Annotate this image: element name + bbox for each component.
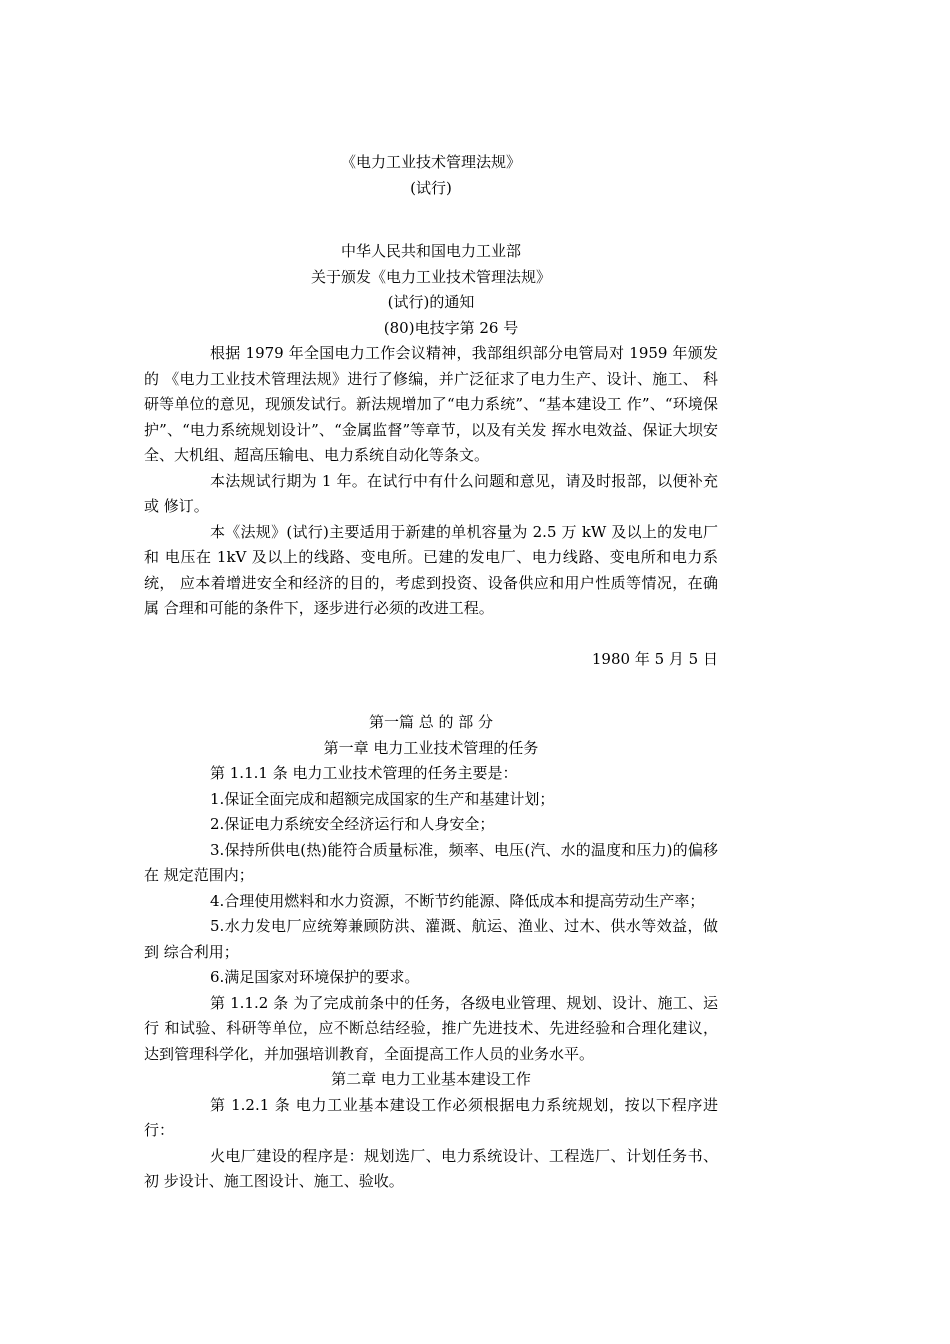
intro-paragraph: 本《法规》(试行)主要适用于新建的单机容量为 2.5 万 kW 及以上的发电厂和 电压在 1kV 及以上的线路、变电所。已建的发电厂、电力线路、变电所和电力系统， 应本着增进安全和经济的目的，考虑到投资、设备供应和用户性质等情况，在确属 合理和可能的条件下，逐步进行必须的改进工程。 — [144, 522, 718, 617]
article-1-2-1: 第 1.2.1 条 电力工业基本建设工作必须根据电力系统规划，按以下程序进行： — [144, 1095, 718, 1139]
doc-title-sub: (试行) — [410, 178, 452, 197]
article-1-1-1: 第 1.1.1 条 电力工业技术管理的任务主要是： — [210, 764, 518, 782]
task-item: 6.满足国家对环境保护的要求。 — [210, 968, 420, 986]
notice-subject-cont: (试行)的通知 — [387, 293, 475, 311]
task-item: 3.保持所供电(热)能符合质量标准，频率、电压(汽、水的温度和压力)的偏移在 规定范围内； — [144, 840, 718, 884]
task-item: 5.水力发电厂应统筹兼顾防洪、灌溉、航运、渔业、过木、供水等效益，做到 综合利用； — [144, 917, 718, 961]
task-item: 2.保证电力系统安全经济运行和人身安全； — [210, 815, 495, 833]
intro-paragraph: 根据 1979 年全国电力工作会议精神，我部组织部分电管局对 1959 年颁发的 《电力工业技术管理法规》进行了修编，并广泛征求了电力生产、设计、施工、 科研等单位的意见，现颁发试行。新法规增加了“电力系统”、“基本建设工 作”、“环境保护”、“电力系统规划设计”、“金属监督”等章节，以及有关发 挥水电效益、保证大坝安全、大机组、超高压输电、电力系统自动化等条文。 — [144, 344, 718, 464]
notice-doc-number: (80)电技字第 26 号 — [383, 318, 519, 337]
document-page — [144, 150, 718, 1195]
chapter-title: 第二章 电力工业基本建设工作 — [331, 1070, 531, 1088]
notice-date: 1980 年 5 月 5 日 — [591, 649, 718, 668]
part-title: 第一篇 总 的 部 分 — [368, 713, 494, 731]
notice-issuer: 中华人民共和国电力工业部 — [340, 242, 521, 260]
intro-paragraph: 本法规试行期为 1 年。在试行中有什么问题和意见，请及时报部，以便补充或 修订。 — [144, 471, 718, 515]
task-item: 4.合理使用燃料和水力资源，不断节约能源、降低成本和提高劳动生产率； — [210, 891, 705, 910]
article-1-2-1-paragraph: 火电厂建设的程序是：规划选厂、电力系统设计、工程选厂、计划任务书、初 步设计、施工图设计、施工、验收。 — [144, 1146, 718, 1190]
task-item: 1.保证全面完成和超额完成国家的生产和基建计划； — [210, 789, 555, 808]
article-1-1-2: 第 1.1.2 条 为了完成前条中的任务，各级电业管理、规划、设计、施工、运行 和试验、科研等单位，应不断总结经验，推广先进技术、先进经验和合理化建议， 达到管理科学化，并加强培训教育，全面提高工作人员的业务水平。 — [144, 993, 718, 1063]
chapter-title: 第一章 电力工业技术管理的任务 — [323, 738, 539, 757]
doc-title: 《电力工业技术管理法规》 — [340, 153, 521, 171]
notice-subject: 关于颁发《电力工业技术管理法规》 — [310, 267, 551, 286]
